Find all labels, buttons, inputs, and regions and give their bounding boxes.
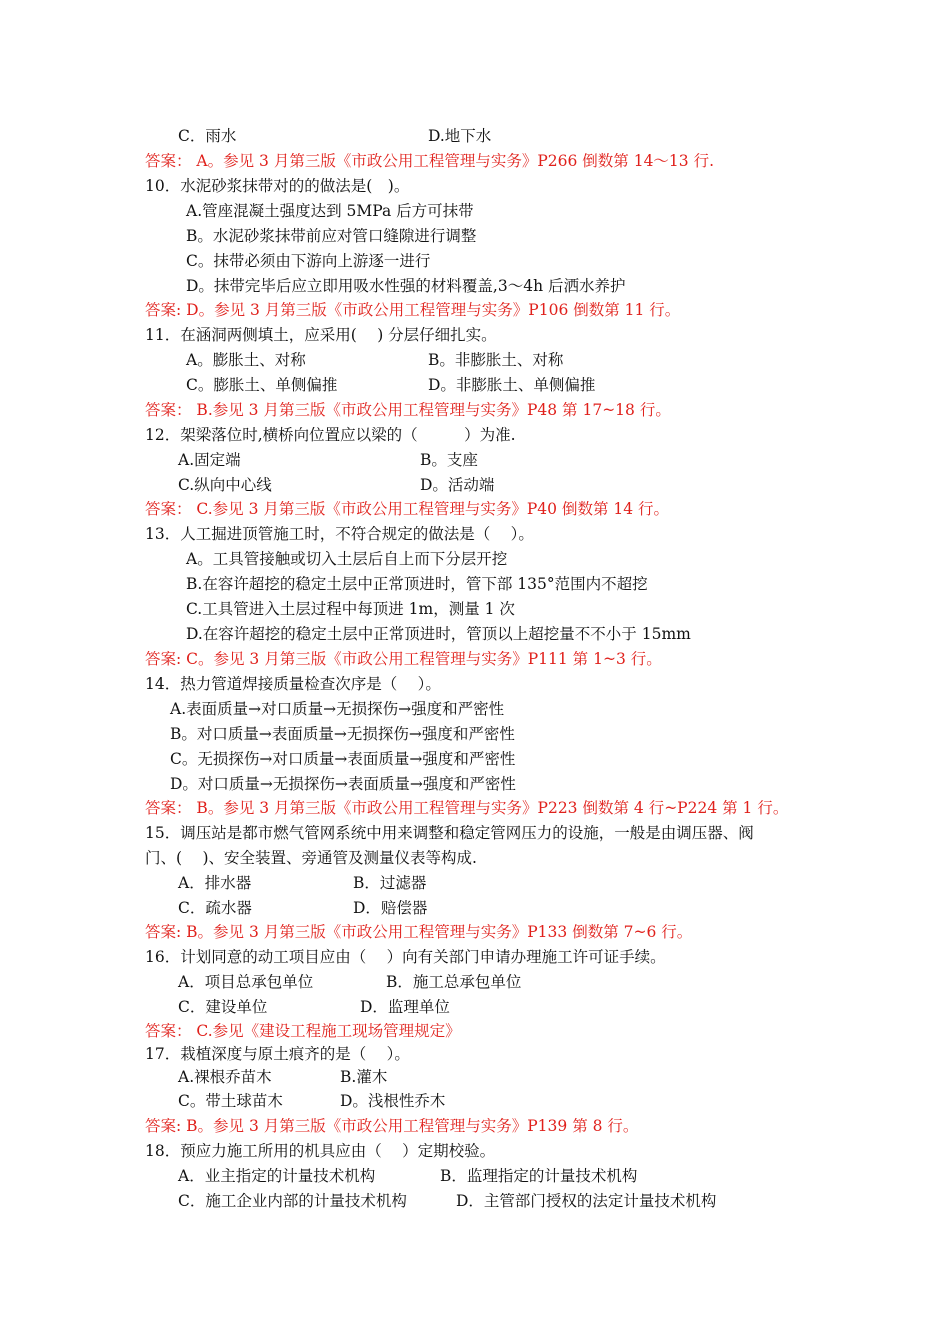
option-a: A.表面质量→对口质量→无损探伤→强度和严密性 (170, 700, 505, 718)
answer-line: 答案： A。参见 3 月第三版《市政公用工程管理与实务》P266 倒数第 14～13 行. (145, 152, 715, 170)
question-10: 10．水泥砂浆抹带对的的做法是( )。 (145, 177, 410, 195)
answer-line: 答案： C.参见 3 月第三版《市政公用工程管理与实务》P40 倒数第 14 行。 (145, 500, 670, 518)
option-b: B．监理指定的计量技术机构 (440, 1167, 638, 1185)
option-c: C．疏水器 (178, 899, 252, 917)
option-c: C.纵向中心线 (178, 476, 272, 494)
question-14: 14．热力管道焊接质量检查次序是（ ）。 (145, 675, 441, 693)
question-18: 18．预应力施工所用的机具应由（ ）定期校验。 (145, 1142, 496, 1160)
option-a: A.固定端 (178, 451, 241, 469)
option-c: C．施工企业内部的计量技术机构 (178, 1192, 407, 1210)
question-15-cont: 门、( )、安全装置、旁通管及测量仪表等构成. (145, 849, 477, 867)
option-c: C。抹带必须由下游向上游逐一进行 (186, 252, 431, 270)
option-d: D。对口质量→无损探伤→表面质量→强度和严密性 (170, 775, 516, 793)
option-b: B。支座 (420, 451, 478, 469)
option-d: D。活动端 (420, 476, 495, 494)
answer-line: 答案: B。参见 3 月第三版《市政公用工程管理与实务》P139 第 8 行。 (145, 1117, 639, 1135)
option-b: B.灌木 (340, 1068, 388, 1086)
option-d: D。浅根性乔木 (340, 1092, 446, 1110)
option-b: B．施工总承包单位 (386, 973, 522, 991)
answer-line: 答案: B。参见 3 月第三版《市政公用工程管理与实务》P133 倒数第 7~6 行。 (145, 923, 693, 941)
answer-line: 答案: D。参见 3 月第三版《市政公用工程管理与实务》P106 倒数第 11 行。 (145, 301, 681, 319)
option-d: D。非膨胀土、单侧偏推 (428, 376, 596, 394)
option-b: B。水泥砂浆抹带前应对管口缝隙进行调整 (186, 227, 477, 245)
option-c: C。膨胀土、单侧偏推 (186, 376, 338, 394)
option-b: B.在容许超挖的稳定土层中正常顶进时，管下部 135°范围内不超挖 (186, 575, 648, 593)
question-16: 16．计划同意的动工项目应由（ ）向有关部门申请办理施工许可证手续。 (145, 948, 666, 966)
option-c: C．雨水 (178, 127, 237, 145)
option-d: D.地下水 (428, 127, 492, 145)
question-13: 13．人工掘进顶管施工时，不符合规定的做法是（ ）。 (145, 525, 534, 543)
question-12: 12．架梁落位时,横桥向位置应以梁的（ ）为准. (145, 426, 516, 444)
option-d: D．赔偿器 (353, 899, 428, 917)
option-c: C。带土球苗木 (178, 1092, 283, 1110)
answer-line: 答案： C.参见《建设工程施工现场管理规定》 (145, 1022, 461, 1040)
option-a: A.管座混凝土强度达到 5MPa 后方可抹带 (186, 202, 474, 220)
option-b: B。对口质量→表面质量→无损探伤→强度和严密性 (170, 725, 515, 743)
option-a: A．项目总承包单位 (178, 973, 314, 991)
option-a: A．业主指定的计量技术机构 (178, 1167, 376, 1185)
answer-line: 答案： B.参见 3 月第三版《市政公用工程管理与实务》P48 第 17~18 行。 (145, 401, 671, 419)
answer-line: 答案: C。参见 3 月第三版《市政公用工程管理与实务》P111 第 1~3 行。 (145, 650, 662, 668)
option-b: B。非膨胀土、对称 (428, 351, 564, 369)
option-a: A。工具管接触或切入土层后自上而下分层开挖 (186, 550, 508, 568)
question-15: 15．调压站是都市燃气管网系统中用来调整和稳定管网压力的设施，一般是由调压器、阀 (145, 824, 754, 842)
question-11: 11．在涵洞两侧填土，应采用( ) 分层仔细扎实。 (145, 326, 497, 344)
option-c: C。无损探伤→对口质量→表面质量→强度和严密性 (170, 750, 516, 768)
option-a: A．排水器 (178, 874, 252, 892)
option-a: A.裸根乔苗木 (178, 1068, 272, 1086)
option-c: C．建设单位 (178, 998, 268, 1016)
option-d: D.在容许超挖的稳定土层中正常顶进时，管顶以上超挖量不不小于 15mm (186, 625, 691, 643)
option-c: C.工具管进入土层过程中每顶进 1m，测量 1 次 (186, 600, 515, 618)
answer-line: 答案： B。参见 3 月第三版《市政公用工程管理与实务》P223 倒数第 4 行~P224 第 1 行。 (145, 799, 789, 817)
option-d: D。抹带完毕后应立即用吸水性强的材料覆盖,3～4h 后洒水养护 (186, 277, 626, 295)
option-d: D．监理单位 (360, 998, 450, 1016)
question-17: 17．栽植深度与原土痕齐的是（ ）。 (145, 1045, 410, 1063)
option-b: B．过滤器 (353, 874, 427, 892)
option-a: A。膨胀土、对称 (186, 351, 306, 369)
option-d: D．主管部门授权的法定计量技术机构 (456, 1192, 717, 1210)
